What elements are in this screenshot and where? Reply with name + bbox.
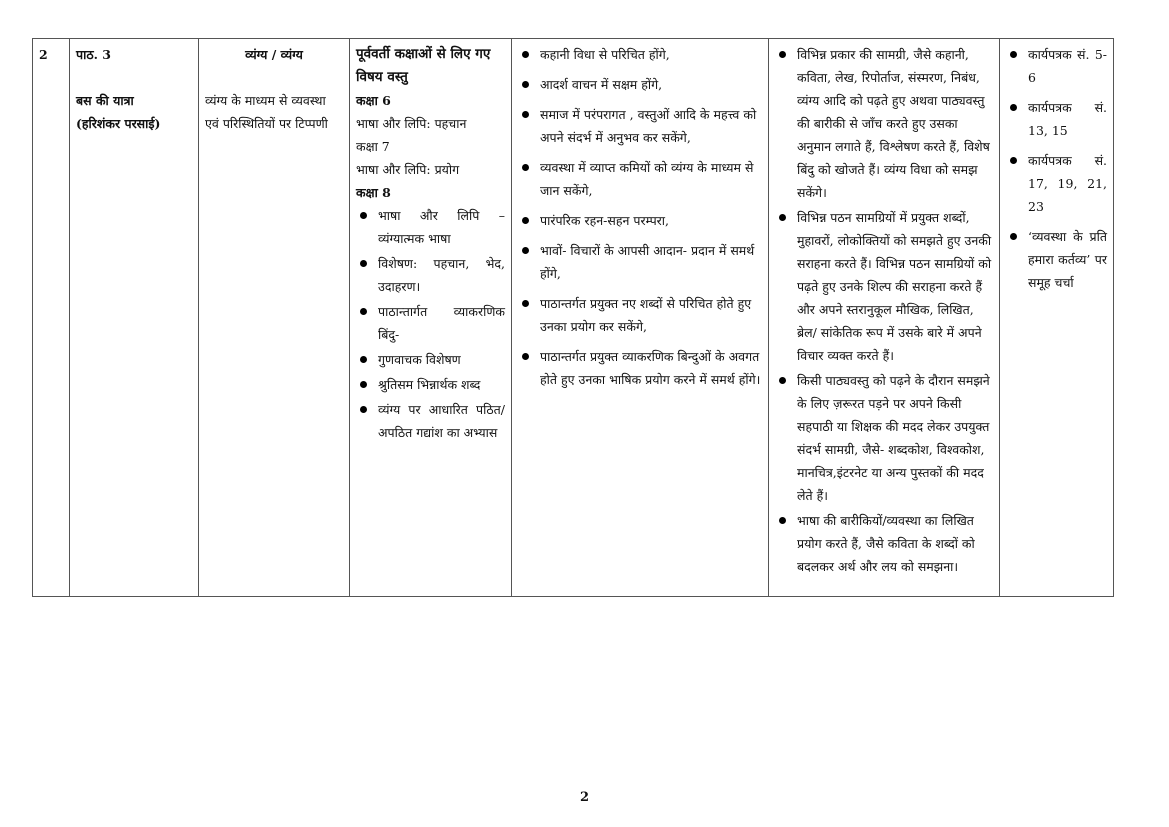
list-item: विभिन्न प्रकार की सामग्री, जैसे कहानी, कविता, लेख, रिपोर्ताज, संस्मरण, निबंध, व्यंग्य आदि को पढ़ते हुए अथवा पाठ्यवस्तु की बारीकी से जाँच करते हुए उसका अनुमान लगाते हैं, विश्लेषण करते हैं, विशेष बिंदु को खोजते हैं। व्यंग्य विधा को समझ सकेंगे। — [775, 43, 993, 204]
class8-list — [356, 204, 505, 444]
list-item: विशेषण: पहचान, भेद, उदाहरण। — [356, 252, 505, 298]
page-number: 2 — [579, 790, 590, 805]
list-item: ‘व्यवस्था के प्रति हमारा कर्तव्य’ पर समूह चर्चा — [1006, 225, 1107, 294]
list-item: किसी पाठ्यवस्तु को पढ़ने के दौरान समझने के लिए ज़रूरत पड़ने पर अपने किसी सहपाठी या शिक्षक की मदद लेकर उपयुक्त संदर्भ सामग्री, जैसे- शब्दकोश, विश्वकोश, मानचित्र,इंटरनेट या अन्य पुस्तकों की मदद लेते हैं। — [775, 369, 993, 507]
list-item: गुणवाचक विशेषण — [356, 348, 505, 371]
list-item: पारंपरिक रहन-सहन परम्परा, — [518, 209, 762, 232]
lesson-title: बस की यात्रा — [76, 93, 134, 108]
serial-cell — [33, 39, 70, 597]
activities-list — [775, 43, 993, 578]
prior-heading: पूर्ववर्ती कक्षाओं से लिए गए विषय वस्तु — [356, 46, 491, 85]
list-item: कार्यपत्रक सं. 17, 19, 21, 23 — [1006, 149, 1107, 218]
class6-label: कक्षा 6 — [356, 93, 391, 108]
list-item: पाठान्तर्गत प्रयुक्त नए शब्दों से परिचित होते हुए उनका प्रयोग कर सकेंगे, — [518, 292, 762, 338]
class6-topic: भाषा और लिपि: पहचान — [356, 116, 467, 131]
prior-content-cell — [350, 39, 512, 597]
worksheets-cell — [1000, 39, 1114, 597]
lesson-number: पाठ. 3 — [76, 47, 112, 62]
list-item: श्रुतिसम भिन्नार्थक शब्द — [356, 373, 505, 396]
table-row — [33, 39, 1114, 597]
class8-label: कक्षा 8 — [356, 185, 391, 200]
genre: व्यंग्य / व्यंग्य — [245, 47, 303, 62]
outcomes-cell — [512, 39, 769, 597]
serial-number: 2 — [39, 47, 48, 62]
lesson-cell — [70, 39, 199, 597]
list-item: भावों- विचारों के आपसी आदान- प्रदान में समर्थ होंगे, — [518, 239, 762, 285]
list-item: भाषा और लिपि – व्यंग्यात्मक भाषा — [356, 204, 505, 250]
lesson-author: (हरिशंकर परसाई) — [76, 116, 161, 131]
genre-cell — [199, 39, 350, 597]
list-item: कार्यपत्रक सं. 13, 15 — [1006, 96, 1107, 142]
class7-topic: भाषा और लिपि: प्रयोग — [356, 162, 460, 177]
syllabus-table — [32, 38, 1114, 597]
worksheets-list — [1006, 43, 1107, 294]
list-item: भाषा की बारीकियों/व्यवस्था का लिखित प्रयोग करते हैं, जैसे कविता के शब्दों को बदलकर अर्थ और लय को समझना। — [775, 509, 993, 578]
list-item: विभिन्न पठन सामग्रियों में प्रयुक्त शब्दों, मुहावरों, लोकोक्तियों को समझते हुए उनकी सराहना करते हैं। विभिन्न पठन सामग्रियों को पढ़ते हुए उनके शिल्प की सराहना करते हैं और अपने स्तरानुकूल मौखिक, लिखित, ब्रेल/ सांकेतिक रूप में उसके बारे में अपने विचार व्यक्त करते हैं। — [775, 206, 993, 367]
outcomes-list — [518, 43, 762, 391]
class7-label: कक्षा 7 — [356, 139, 390, 154]
list-item: कहानी विधा से परिचित होंगे, — [518, 43, 762, 66]
list-item: व्यवस्था में व्याप्त कमियों को व्यंग्य के माध्यम से जान सकेंगे, — [518, 156, 762, 202]
activities-cell — [769, 39, 1000, 597]
list-item: समाज में परंपरागत , वस्तुओं आदि के महत्त्व को अपने संदर्भ में अनुभव कर सकेंगे, — [518, 103, 762, 149]
list-item: आदर्श वाचन में सक्षम होंगे, — [518, 73, 762, 96]
theme: व्यंग्य के माध्यम से व्यवस्था एवं परिस्थितियों पर टिप्पणी — [205, 93, 328, 131]
list-item: व्यंग्य पर आधारित पठित/अपठित गद्यांश का अभ्यास — [356, 398, 505, 444]
list-item: पाठान्तार्गत व्याकरणिक बिंदु- — [356, 300, 505, 346]
list-item: कार्यपत्रक सं. 5-6 — [1006, 43, 1107, 89]
list-item: पाठान्तर्गत प्रयुक्त व्याकरणिक बिन्दुओं के अवगत होते हुए उनका भाषिक प्रयोग करने में समर्थ होंगे। — [518, 345, 762, 391]
